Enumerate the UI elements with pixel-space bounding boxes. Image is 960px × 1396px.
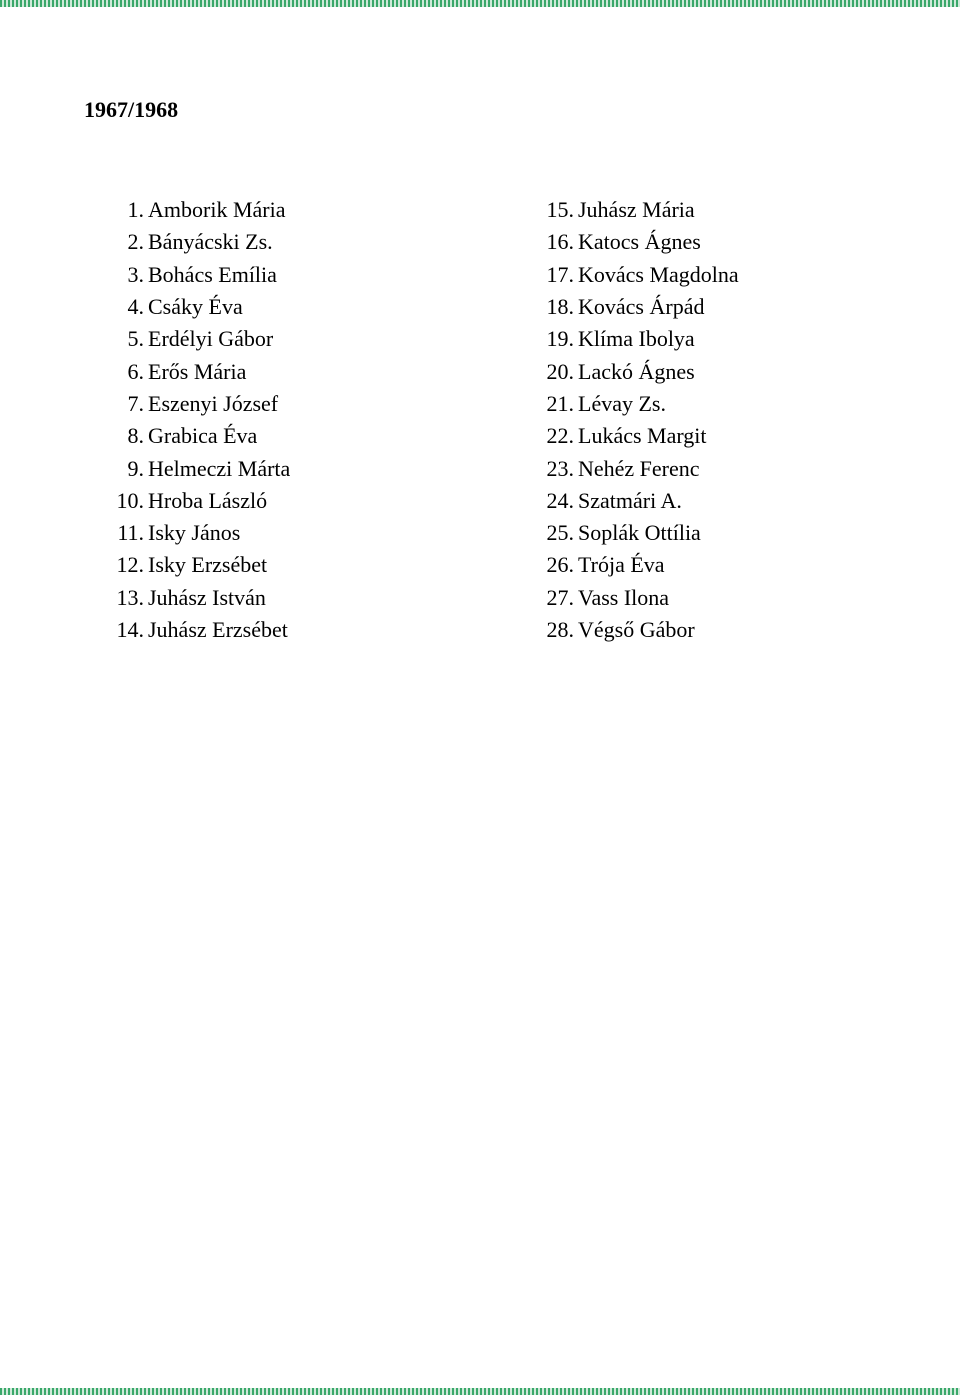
list-item [514,485,739,517]
list-item [84,549,290,581]
list-item [84,517,290,549]
list-item [514,226,739,258]
list-item-name: Trója Éva [578,552,665,578]
list-item [514,388,739,420]
list-item-number: 24. [546,487,574,513]
list-item-name: Lévay Zs. [578,390,666,416]
list-item-number: 23. [546,455,574,481]
list-item-number: 26. [546,552,574,578]
name-list-left-column [84,194,290,646]
list-item-number: 13. [116,584,144,610]
list-item-name: Kovács Árpád [578,294,705,320]
list-item-name: Kovács Magdolna [578,261,739,287]
list-item [514,420,739,452]
list-item-name: Juhász Erzsébet [148,617,288,642]
list-item-number: 20. [546,358,574,384]
list-item-number: 10. [116,487,144,513]
list-item-number: 11. [117,520,144,546]
page-title: 1967/1968 [84,97,179,122]
list-item-number: 27. [546,584,574,610]
list-item [514,614,739,646]
list-item-name: Szatmári A. [578,487,682,513]
list-item-name: Erdélyi Gábor [148,326,274,352]
list-item-name: Isky Erzsébet [148,552,268,578]
list-item-name: Isky János [148,520,241,546]
list-item-number: 19. [546,326,574,352]
list-item [514,194,739,226]
list-item [84,355,290,387]
list-item-name: Csáky Éva [148,294,243,320]
list-item [514,452,739,484]
top-decorative-border [0,0,960,7]
list-item-name: Hroba László [148,487,268,513]
list-item-number: 2. [127,229,144,255]
name-list-right-column [514,194,739,646]
list-item-number: 16. [546,229,574,255]
list-item-number: 7. [127,390,144,416]
list-item [84,259,290,291]
list-item-number: 14. [116,617,144,642]
list-item-name: Erős Mária [148,358,247,384]
list-item-name: Juhász Mária [578,197,695,223]
list-item-name: Vass Ilona [578,584,670,610]
list-item-number: 1. [127,197,144,223]
list-item-number: 9. [127,455,144,481]
list-item-name: Nehéz Ferenc [578,455,700,481]
list-item [84,485,290,517]
list-item-name: Helmeczi Márta [148,455,291,481]
list-item [84,194,290,226]
list-item-name: Bohács Emília [148,261,277,287]
list-item [514,291,739,323]
list-item [84,452,290,484]
list-item-number: 6. [127,358,144,384]
list-item [84,291,290,323]
list-item-number: 21. [546,390,574,416]
bottom-decorative-border [0,1388,960,1395]
list-item [514,582,739,614]
list-item [84,388,290,420]
list-item-number: 8. [127,423,144,449]
list-item-name: Juhász István [148,584,266,610]
list-item-name: Klíma Ibolya [578,326,695,352]
list-item-name: Grabica Éva [148,423,258,449]
list-item-name: Soplák Ottília [578,520,701,546]
list-item [514,323,739,355]
list-item [514,355,739,387]
list-item-name: Lackó Ágnes [578,358,695,384]
list-item-name: Bányácski Zs. [148,229,273,255]
list-item [514,259,739,291]
list-item-number: 22. [546,423,574,449]
list-item [514,517,739,549]
list-item-number: 15. [546,197,574,223]
list-item-number: 5. [127,326,144,352]
list-item [84,323,290,355]
list-item-name: Amborik Mária [148,197,286,223]
list-item-number: 4. [127,294,144,320]
list-item-number: 28. [546,617,574,642]
list-item-name: Eszenyi József [148,390,279,416]
list-item-number: 12. [116,552,144,578]
list-item-number: 3. [127,261,144,287]
list-item [84,614,290,646]
list-item [84,420,290,452]
list-item-number: 17. [546,261,574,287]
list-item-name: Katocs Ágnes [578,229,701,255]
list-item [84,226,290,258]
list-item-number: 25. [546,520,574,546]
list-item-number: 18. [546,294,574,320]
list-item [84,582,290,614]
list-item [514,549,739,581]
list-item-name: Lukács Margit [578,423,707,449]
list-item-name: Végső Gábor [578,617,695,642]
